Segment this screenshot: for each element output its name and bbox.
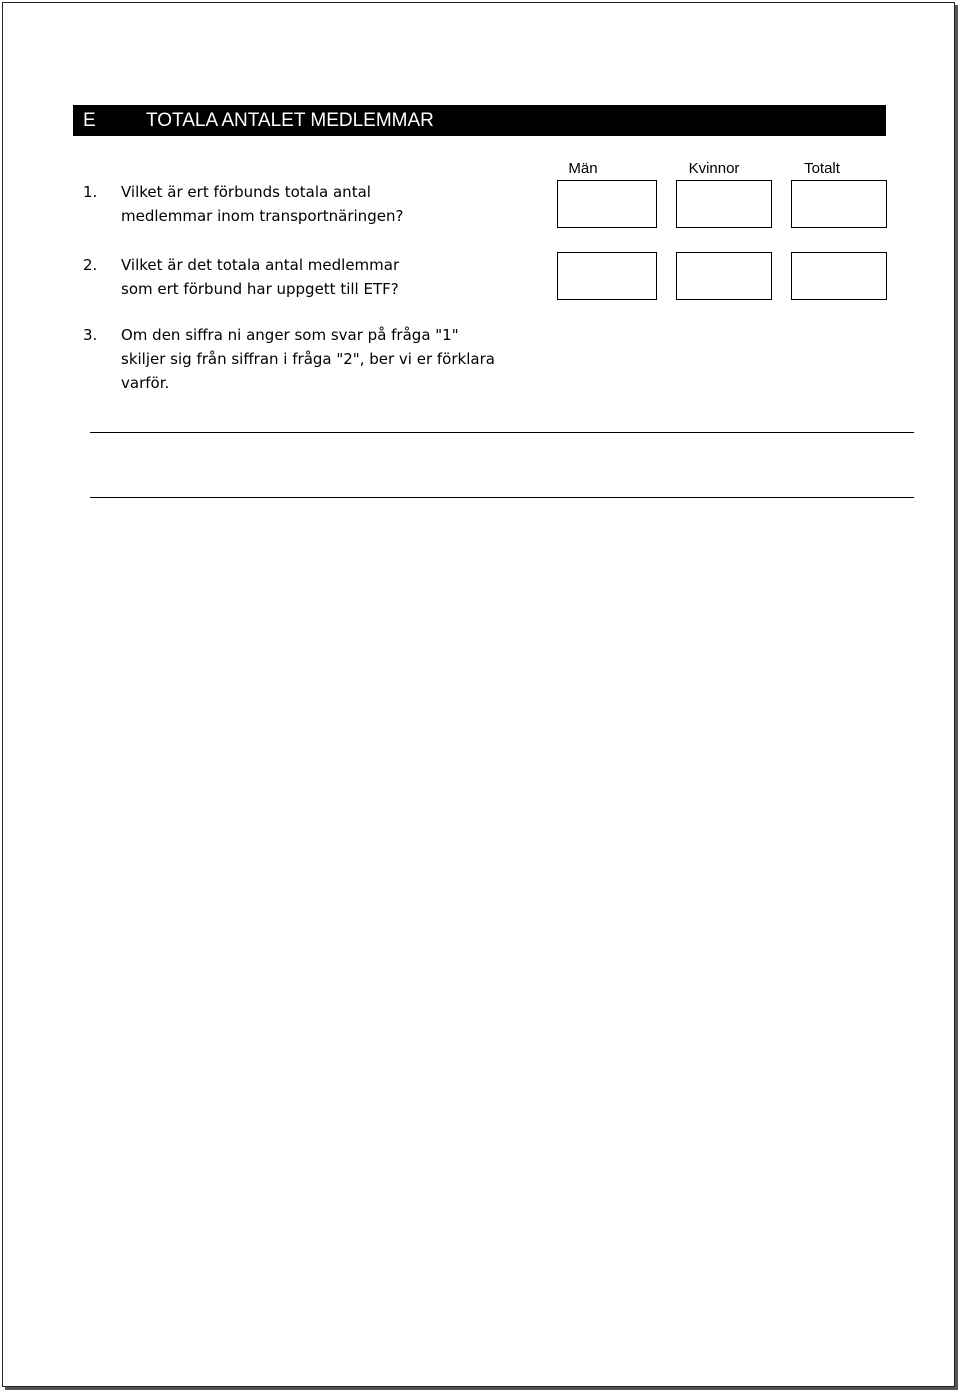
q2-man-input[interactable] <box>557 252 657 300</box>
q2-totalt-input[interactable] <box>791 252 887 300</box>
q1-kvinnor-input[interactable] <box>676 180 772 228</box>
section-title: TOTALA ANTALET MEDLEMMAR <box>146 110 434 131</box>
question-text-line: skiljer sig från siffran i fråga "2", ber vi er förklara <box>121 350 495 368</box>
question-text-line: medlemmar inom transportnäringen? <box>121 207 404 225</box>
q2-kvinnor-input[interactable] <box>676 252 772 300</box>
answer-line-2[interactable] <box>90 497 914 498</box>
question-text-line: Om den siffra ni anger som svar på fråga "1" <box>121 326 459 344</box>
question-number: 1. <box>83 183 98 201</box>
answer-line-1[interactable] <box>90 432 914 433</box>
question-text-line: Vilket är ert förbunds totala antal <box>121 183 371 201</box>
question-number: 3. <box>83 326 98 344</box>
question-text-line: varför. <box>121 374 170 392</box>
section-header <box>73 105 886 136</box>
question-text-line: Vilket är det totala antal medlemmar <box>121 256 400 274</box>
q1-man-input[interactable] <box>557 180 657 228</box>
question-text-line: som ert förbund har uppgett till ETF? <box>121 280 399 298</box>
column-label-totalt: Totalt <box>804 160 840 177</box>
column-label-kvinnor: Kvinnor <box>688 160 740 177</box>
q1-totalt-input[interactable] <box>791 180 887 228</box>
column-label-man: Män <box>568 160 598 177</box>
section-letter: E <box>83 110 96 131</box>
question-number: 2. <box>83 256 98 274</box>
